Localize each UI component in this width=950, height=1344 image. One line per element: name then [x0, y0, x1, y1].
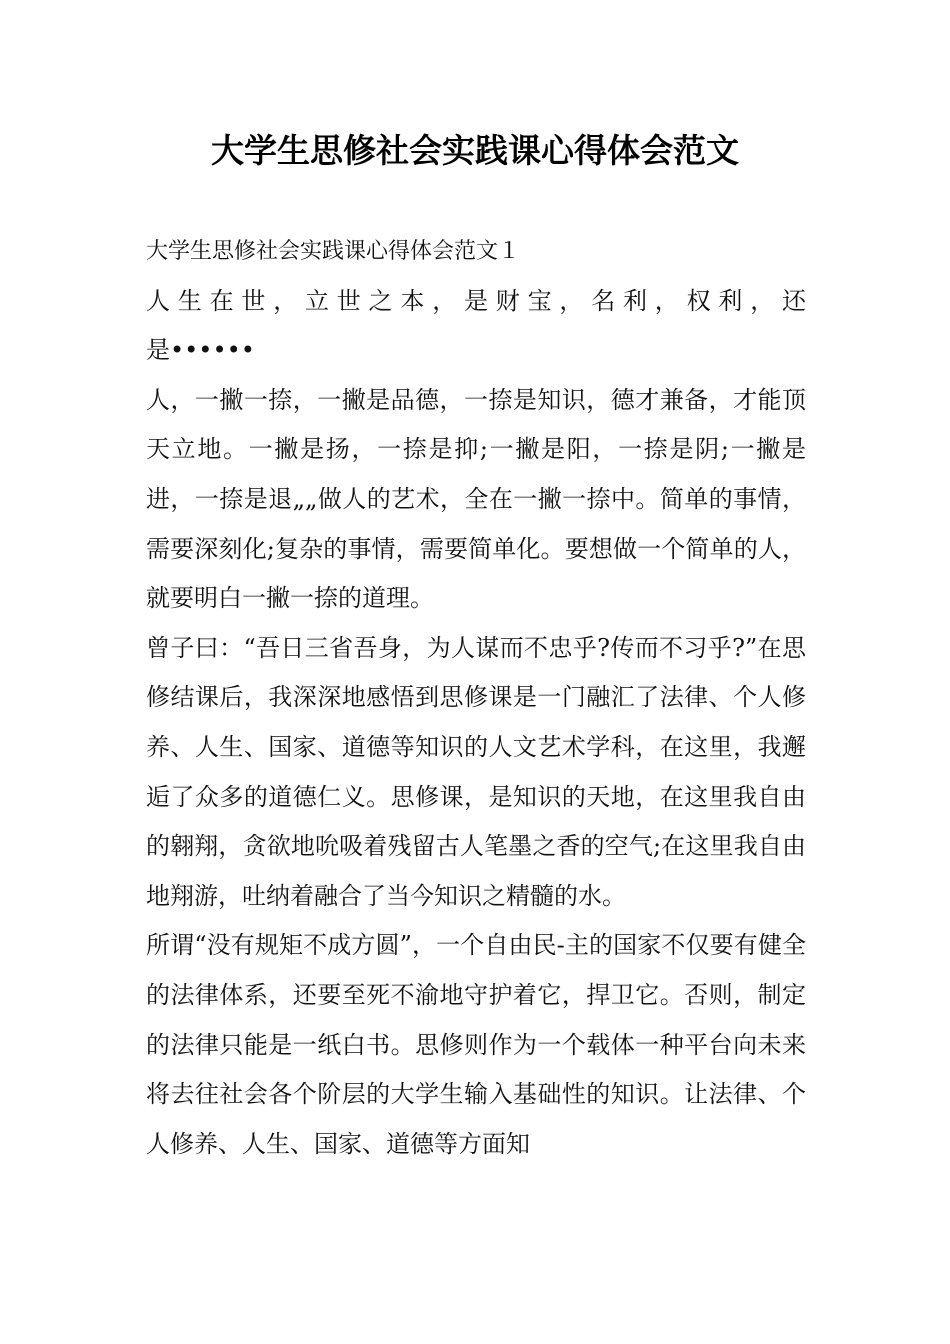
paragraph-4: 所谓“没有规矩不成方圆”，一个自由民-主的国家不仅要有健全的法律体系，还要至死不渝地守护着它，捍卫它。否则，制定的法律只能是一纸白书。思修则作为一个载体一种平台向未来将去往社会各个阶层的大学生输入基础性的知识。让法律、个人修养、人生、国家、道德等方面知	[146, 931, 806, 1158]
paragraph-3: 曾子曰：“吾日三省吾身，为人谋而不忠乎?传而不习乎?”在思修结课后，我深深地感悟到思修课是一门融汇了法律、个人修养、人生、国家、道德等知识的人文艺术学科，在这里，我邂逅了众多的道德仁义。思修课，是知识的天地，在这里我自由的翱翔，贪欲地吮吸着残留古人笔墨之香的空气;在这里我自由地翔游，吐纳着融合了当今知识之精髓的水。	[146, 633, 806, 910]
document-body	[146, 227, 806, 1169]
paragraph-1-line-2: 是••••••	[146, 336, 255, 365]
document-title: 大学生思修社会实践课心得体会范文	[211, 131, 739, 170]
section-subtitle: 大学生思修社会实践课心得体会范文１	[146, 239, 521, 264]
paragraph-1-line-1: 人生在世，立世之本，是财宝，名利，权利，还	[146, 286, 806, 315]
paragraph-2: 人，一撇一捺，一撇是品德，一捺是知识，德才兼备，才能顶天立地。一撇是扬，一捺是抑;一撇是阳，一捺是阴;一撇是进，一捺是退„„做人的艺术，全在一撇一捺中。简单的事情，需要深刻化;复杂的事情，需要简单化。要想做一个简单的人，就要明白一撇一捺的道理。	[146, 385, 806, 613]
